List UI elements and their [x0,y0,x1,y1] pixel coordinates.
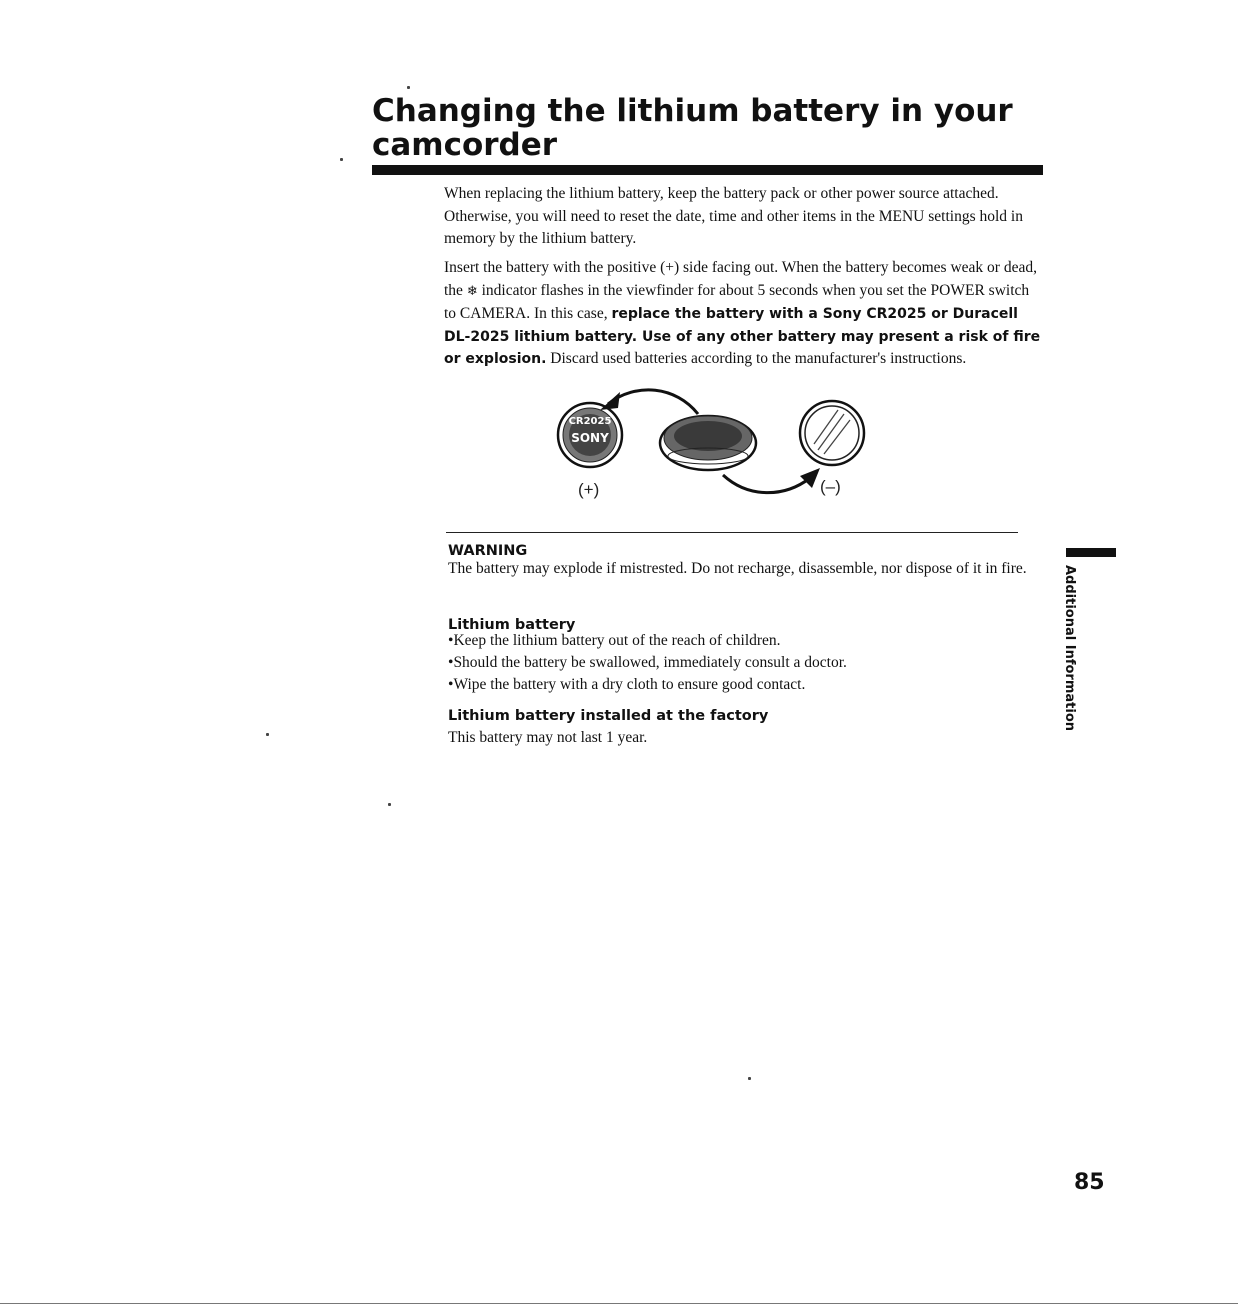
battery-marking-sony: SONY [571,431,609,445]
instruction-part-1: Insert the battery with the positive (+) side facing out. When the battery becomes weak or dead, the [444,259,1037,299]
instruction-paragraph [444,257,1044,371]
battery-indicator-icon: ❄ [466,283,478,299]
warning-text: The battery may explode if mistrested. Do not recharge, disassemble, nor dispose of it in fire. [448,560,1027,577]
minus-label: (–) [820,477,841,496]
plus-label: (+) [578,480,600,499]
lower-arrow-icon [723,475,810,493]
instruction-part-3: Discard used batteries according to the manufacturer's instructions. [546,350,967,367]
lithium-battery-list [448,630,847,696]
section-tab-label: Additional Information [1062,565,1077,732]
scan-speck [340,158,343,161]
scan-speck [266,733,269,736]
scan-speck [748,1077,751,1080]
lower-arrowhead-icon [800,468,820,488]
battery-front-icon [558,403,622,467]
scan-speck [388,803,391,806]
battery-illustration [548,380,888,510]
list-item: • Wipe the battery with a dry cloth to ensure good contact. [448,674,847,696]
instruction-part-2: indicator flashes in the viewfinder for about 5 seconds when you set the POWER switch to CAMERA. In this case, [444,281,1030,322]
scan-speck [407,86,410,89]
battery-tilted-icon [660,416,756,470]
warning-heading: WARNING [448,543,528,559]
title-rule [372,165,1043,175]
lithium-battery-heading: Lithium battery [448,617,576,633]
page-bottom-edge [0,1303,1238,1304]
intro-paragraph: When replacing the lithium battery, keep the battery pack or other power source attached. Otherwise, you will need to reset the date, time and other items in the MENU settings hold in memory by the lithium battery. [444,185,1023,247]
upper-arrow-icon [608,390,698,414]
battery-marking-cr2025: CR2025 [568,416,612,427]
factory-battery-text: This battery may not last 1 year. [448,729,648,746]
battery-back-icon [800,401,864,465]
page-number: 85 [1074,1170,1105,1195]
section-tab-marker [1066,548,1116,557]
factory-battery-heading: Lithium battery installed at the factory [448,708,769,724]
warning-rule [446,532,1018,533]
list-item: • Keep the lithium battery out of the reach of children. [448,630,847,652]
page-title: Changing the lithium battery in your camcorder [372,93,1013,163]
instruction-warning-bold: replace the battery with a Sony CR2025 or Duracell DL-2025 lithium battery. Use of any other battery may present a risk of fire or explosion. [444,306,1041,367]
list-item: • Should the battery be swallowed, immediately consult a doctor. [448,652,847,674]
